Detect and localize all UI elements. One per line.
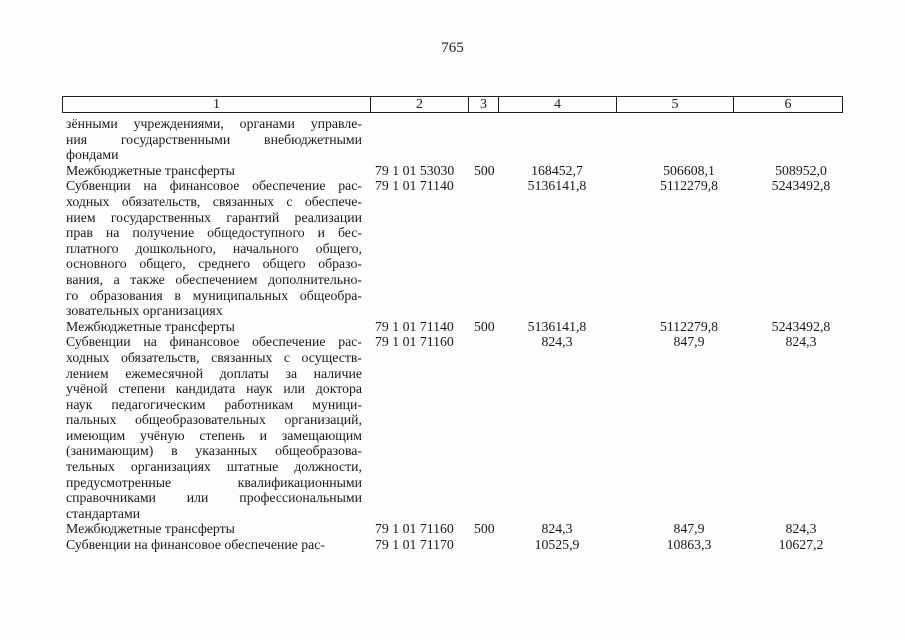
row-name-line: вания, а также обеспечением дополнительно-	[66, 271, 362, 287]
page-number: 765	[441, 40, 464, 56]
row-type: 500	[474, 521, 495, 537]
row-code: 79 1 01 71160	[375, 521, 454, 537]
row-name-line: платного дошкольного, начального общего,	[66, 240, 362, 256]
header-col-4: 4	[499, 97, 617, 112]
row-name-line: стандартами	[66, 505, 141, 521]
row-name-line: предусмотренные квалификационными	[66, 474, 362, 490]
table-row	[66, 319, 856, 335]
table-row	[66, 178, 856, 318]
row-name-line: Межбюджетные трансферты	[66, 521, 235, 537]
row-name	[66, 334, 362, 521]
row-value-col5: 847,9	[673, 521, 705, 537]
row-name-line: ния государственными внебюджетными	[66, 131, 362, 147]
row-value-col4: 824,3	[541, 334, 573, 350]
row-name	[66, 319, 362, 335]
row-value-col6: 5243492,8	[771, 178, 831, 194]
row-name-line: учёной степени кандидата наук или доктора	[66, 381, 362, 397]
row-code: 79 1 01 71140	[375, 178, 454, 194]
row-name	[66, 521, 362, 537]
row-value-col6: 10627,2	[778, 537, 824, 553]
row-code: 79 1 01 71140	[375, 318, 454, 334]
row-name	[66, 178, 362, 318]
row-value-col4: 5136141,8	[527, 178, 587, 194]
table-row	[66, 537, 856, 553]
header-col-2: 2	[371, 97, 469, 112]
row-value-col5: 506608,1	[663, 162, 715, 178]
table-body	[66, 116, 856, 553]
row-name	[66, 163, 362, 179]
row-value-col6: 824,3	[785, 521, 817, 537]
row-value-col4: 10525,9	[534, 537, 580, 553]
row-name-line: основного общего, среднего общего образо-	[66, 256, 362, 272]
row-name-line: Субвенции на финансовое обеспечение рас-	[66, 334, 362, 350]
row-name-line: зёнными учреждениями, органами управле-	[66, 116, 362, 131]
row-value-col5: 10863,3	[666, 537, 712, 553]
row-code: 79 1 01 71160	[375, 334, 454, 350]
row-name-line: Межбюджетные трансферты	[66, 162, 235, 178]
row-name-line: нием государственных гарантий реализации	[66, 209, 362, 225]
row-name-line: (занимающим) в указанных общеобразова-	[66, 443, 362, 459]
row-name-line: наук педагогическим работникам муници-	[66, 396, 362, 412]
row-name-line: фондами	[66, 147, 119, 163]
table-header	[62, 96, 843, 113]
table-row	[66, 521, 856, 537]
row-type: 500	[474, 318, 495, 334]
row-code: 79 1 01 53030	[375, 162, 455, 178]
row-name-line: ходных обязательств, связанных с осуществ-	[66, 349, 362, 365]
row-name-line: ходных обязательств, связанных с обеспече-	[66, 193, 362, 209]
row-value-col4: 168452,7	[531, 162, 583, 178]
row-value-col5: 5112279,8	[659, 178, 719, 194]
row-name	[66, 537, 362, 553]
row-name-line: Субвенции на финансовое обеспечение рас-	[66, 178, 362, 194]
row-name-line: справочниками или профессиональными	[66, 490, 362, 506]
row-name-line: прав на получение общедоступного и бес-	[66, 225, 362, 241]
row-value-col5: 847,9	[673, 334, 705, 350]
row-value-col6: 824,3	[785, 334, 817, 350]
row-value-col6: 508952,0	[775, 162, 827, 178]
table-row	[66, 163, 856, 179]
row-name-line: имеющим учёную степень и замещающим	[66, 427, 362, 443]
row-name	[66, 116, 362, 163]
row-name-line: тельных организациях штатные должности,	[66, 459, 362, 475]
row-name-line: Субвенции на финансовое обеспечение рас-	[66, 537, 326, 553]
row-type: 500	[474, 162, 495, 178]
row-code: 79 1 01 71170	[375, 537, 454, 553]
row-name-line: Межбюджетные трансферты	[66, 318, 235, 334]
row-name-line: зовательных организациях	[66, 303, 223, 319]
header-col-5: 5	[617, 97, 734, 112]
row-value-col6: 5243492,8	[771, 318, 831, 334]
header-col-3: 3	[469, 97, 499, 112]
table-row	[66, 334, 856, 521]
row-name-line: лением ежемесячной доплаты за наличие	[66, 365, 362, 381]
header-col-1: 1	[63, 97, 371, 112]
row-name-line: го образования в муниципальных общеобра-	[66, 287, 362, 303]
row-value-col4: 824,3	[541, 521, 573, 537]
row-value-col4: 5136141,8	[527, 318, 587, 334]
header-col-6: 6	[784, 97, 792, 112]
row-name-line: пальных общеобразовательных организаций,	[66, 412, 362, 428]
table-row	[66, 116, 856, 163]
row-value-col5: 5112279,8	[659, 318, 719, 334]
